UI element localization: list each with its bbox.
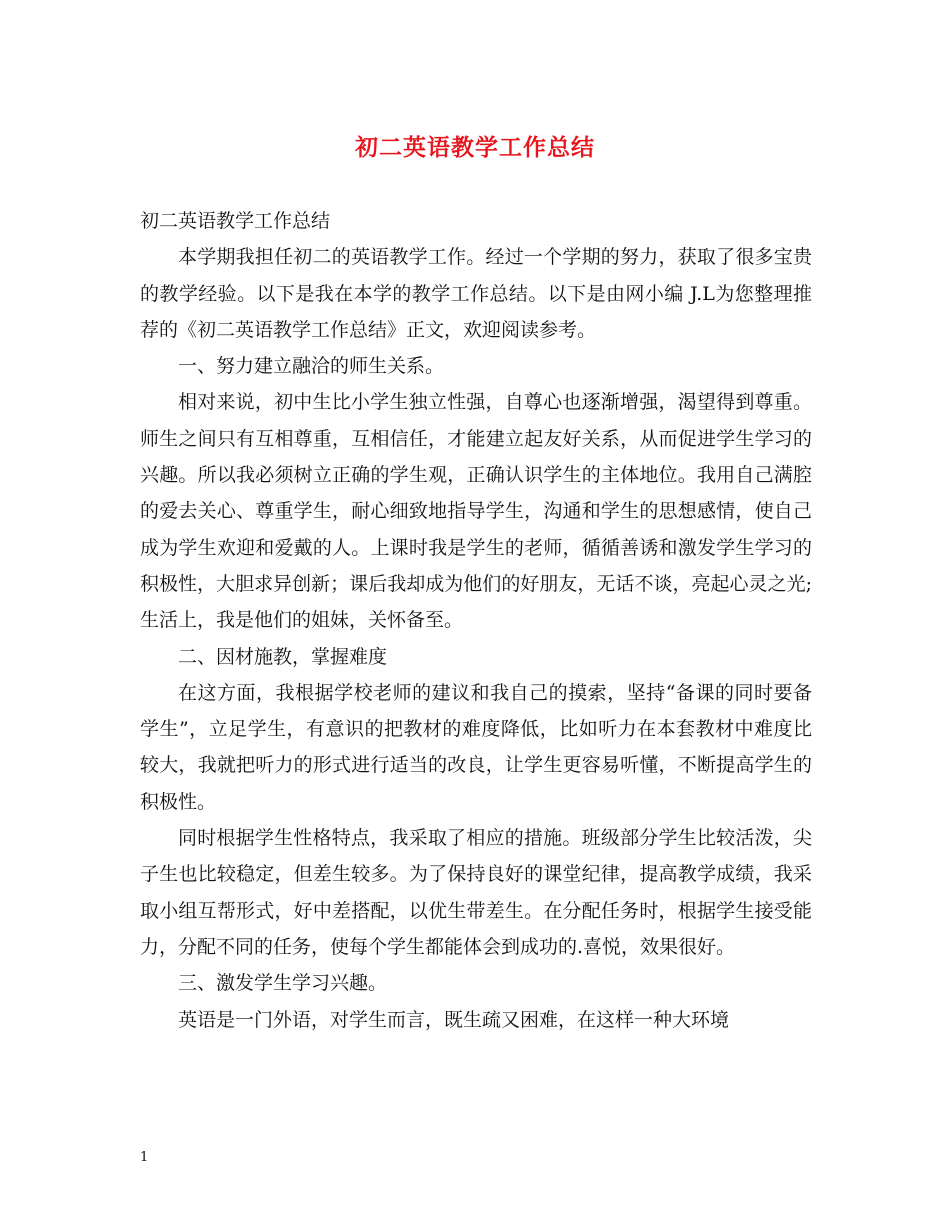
paragraph-section-2a: 在这方面，我根据学校老师的建议和我自己的摸索，坚持“备课的同时要备学生”，立足学生，有意识的把教材的难度降低，比如听力在本套教材中难度比较大，我就把听力的形式进行适当的改良，让学生更容易听懂，不断提高学生的积极性。 bbox=[140, 681, 812, 813]
paragraph-section-1: 相对来说，初中生比小学生独立性强，自尊心也逐渐增强，渴望得到尊重。师生之间只有互相尊重，互相信任，才能建立起友好关系，从而促进学生学习的兴趣。所以我必须树立正确的学生观，正确认识学生的主体地位。我用自己满腔的爱去关心、尊重学生，耐心细致地指导学生，沟通和学生的思想感情，使自己成为学生欢迎和爱戴的人。上课时我是学生的老师，循循善诱和激发学生学习的积极性，大胆求异创新；课后我却成为他们的好朋友，无话不谈，亮起心灵之光;生活上，我是他们的姐妹，关怀备至。 bbox=[140, 391, 812, 632]
paragraph-heading: 初二英语教学工作总结 bbox=[140, 210, 331, 232]
paragraph-section-2b: 同时根据学生性格特点，我采取了相应的措施。班级部分学生比较活泼，尖子生也比较稳定，但差生较多。为了保持良好的课堂纪律，提高教学成绩，我采取小组互帮形式，好中差搭配，以优生带差生。在分配任务时，根据学生接受能力，分配不同的任务，使每个学生都能体会到成功的.喜悦，效果很好。 bbox=[140, 827, 812, 958]
document-title: 初二英语教学工作总结 bbox=[355, 134, 595, 161]
document-body bbox=[140, 203, 812, 1038]
section-heading-1: 一、努力建立融洽的师生关系。 bbox=[178, 355, 445, 378]
section-heading-2: 二、因材施教，掌握难度 bbox=[178, 645, 388, 668]
section-heading-3: 三、激发学生学习兴趣。 bbox=[178, 972, 388, 995]
page-number: 1 bbox=[140, 1150, 149, 1165]
paragraph-section-3: 英语是一门外语，对学生而言，既生疏又困难，在这样一种大环境 bbox=[178, 1008, 730, 1031]
paragraph-intro: 本学期我担任初二的英语教学工作。经过一个学期的努力，获取了很多宝贵的教学经验。以下是我在本学的教学工作总结。以下是由网小编 J.L为您整理推荐的《初二英语教学工作总结》正文，欢迎阅读参考。 bbox=[140, 246, 812, 341]
